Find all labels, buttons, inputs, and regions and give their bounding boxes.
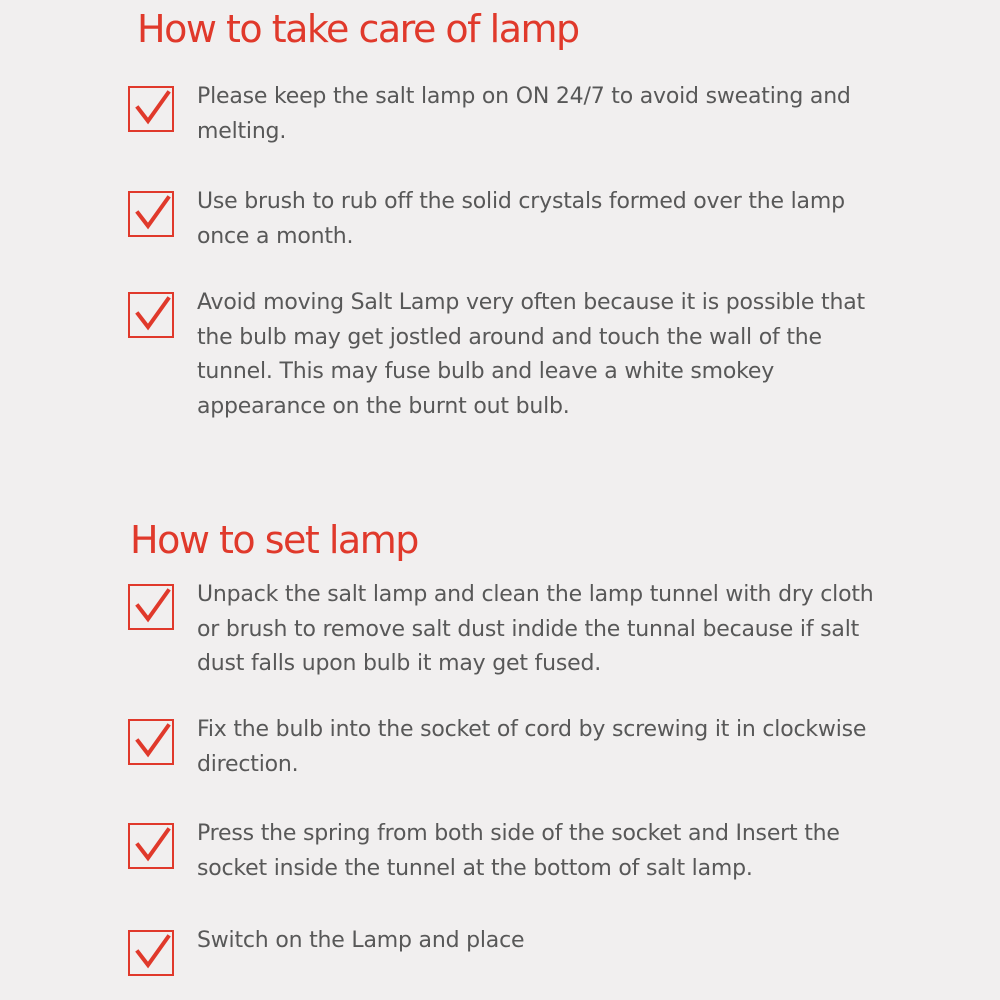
setup-item-text: Fix the bulb into the socket of cord by screwing it in clockwise direction. [197,717,867,777]
checked-box-icon [128,930,174,976]
checked-box-icon [128,191,174,237]
setup-item-text: Unpack the salt lamp and clean the lamp tunnel with dry cloth or brush to remove salt dust indide the tunnal because if salt dust falls upon bulb it may get fused. [197,582,874,676]
setup-item-text: Switch on the Lamp and place [197,928,525,953]
checked-box-icon [128,584,174,630]
care-item-text: Use brush to rub off the solid crystals formed over the lamp once a month. [197,189,845,249]
checked-box-icon [128,719,174,765]
checked-box-icon [128,823,174,869]
care-item-text: Avoid moving Salt Lamp very often because it is possible that the bulb may get jostled around and touch the wall of the tunnel. This may fuse bulb and leave a white smokey appearance on the burnt out bulb. [197,290,865,419]
checked-box-icon [128,292,174,338]
section-title-care: How to take care of lamp [137,7,579,51]
section-title-setup: How to set lamp [130,518,418,562]
care-item-text: Please keep the salt lamp on ON 24/7 to avoid sweating and melting. [197,84,851,144]
checked-box-icon [128,86,174,132]
setup-item-text: Press the spring from both side of the socket and Insert the socket inside the tunnel at the bottom of salt lamp. [197,821,840,881]
